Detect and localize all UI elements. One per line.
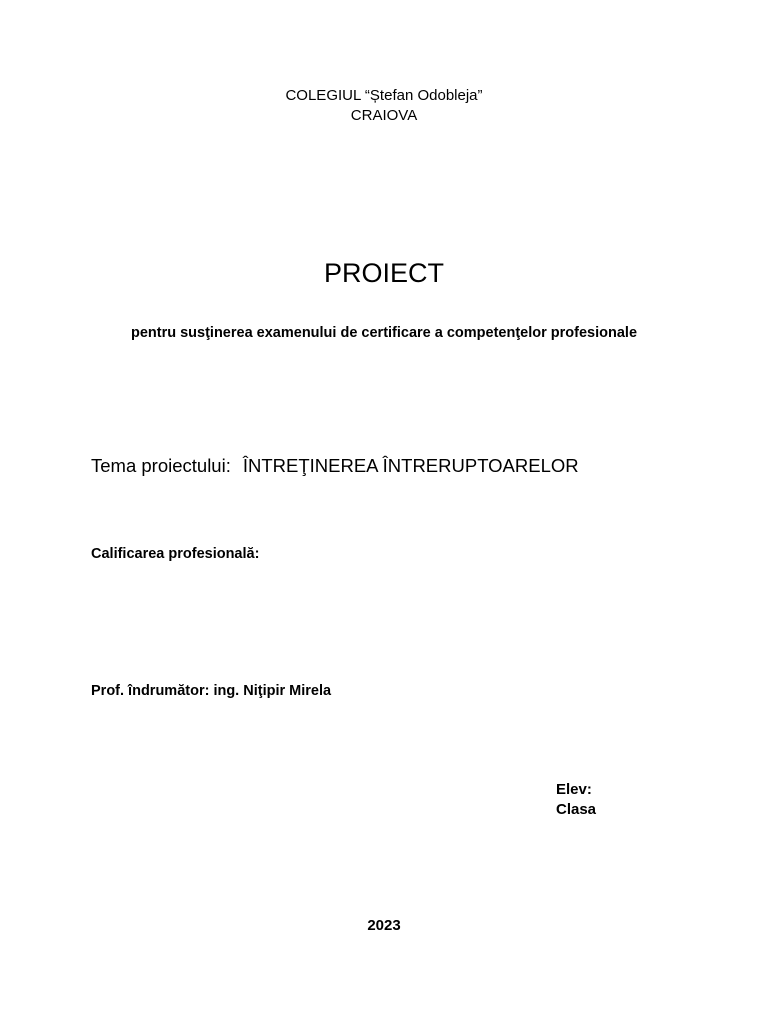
college-name: COLEGIUL “Ștefan Odobleja” (285, 87, 483, 104)
qualification-label: Calificarea profesională: (91, 546, 260, 562)
document-subtitle: pentru susţinerea examenului de certificare a competenţelor profesionale (130, 325, 638, 341)
class-label: Clasa (556, 801, 597, 818)
college-city: CRAIOVA (350, 107, 418, 124)
project-theme-label: Tema proiectului: (91, 455, 231, 476)
document-title: PROIECT (323, 258, 444, 288)
supervisor-line: Prof. îndrumător: ing. Niţipir Mirela (91, 683, 332, 699)
student-label: Elev: (556, 781, 592, 798)
project-theme-row (91, 457, 579, 476)
project-theme-value: ÎNTREŢINEREA ÎNTRERUPTOARELOR (242, 455, 579, 476)
year: 2023 (367, 917, 401, 934)
